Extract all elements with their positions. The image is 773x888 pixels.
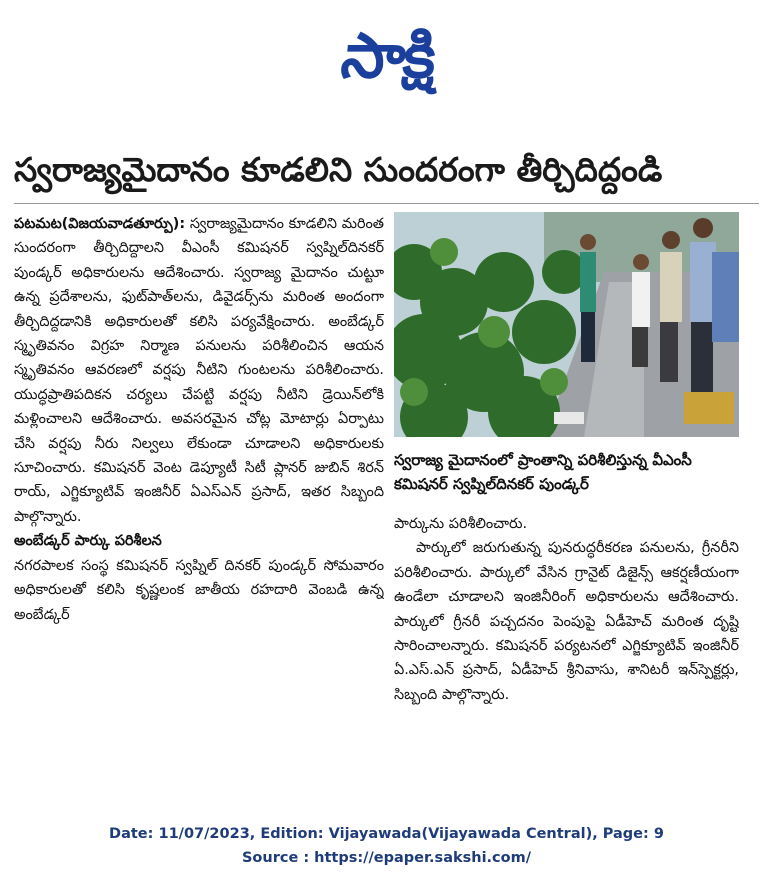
source-link[interactable]: Source : https://epaper.sakshi.com/ [241,850,532,866]
article-column-left [14,212,384,792]
article-headline: స్వరాజ్యమైదానం కూడలిని సుందరంగా తీర్చిదిద్దండి [14,150,663,189]
photo-illustration [394,212,739,437]
edition-info: Date: 11/07/2023, Edition: Vijayawada(Vijayawada Central), Page: 9 [109,826,664,842]
news-photo [394,212,739,437]
paragraph-3: పార్కులో జరుగుతున్న పునరుద్ధరీకరణ పనులను, గ్రీనరీని పరిశీలించారు. పార్కులో వేసిన గ్రానైట్ డిజైన్స్ ఆకర్షణీయంగా ఉండేలా చూడాలని ఇంజినీరింగ్ అధికారులను ఆదేశించారు. పార్కులో గ్రీనరీ పచ్చదనం పెంపుపై ఏడీహెచ్ మరింత దృష్టి సారించాలన్నారు. కమిషనర్ పర్యటనలో ఎగ్జిక్యూటివ్ ఇంజినీర్ ఏ.ఎస్.ఎన్ ప్రసాద్, ఏడీహెచ్ శ్రీనివాసు, శానిటరీ ఇన్‌స్పెక్టర్లు, సిబ్బంది పాల్గొన్నారు. [394,540,739,703]
dateline: పటమట(విజయవాడతూర్పు): [14,216,186,232]
photo-caption: స్వరాజ్య మైదానంలో ప్రాంతాన్ని పరిశీలిస్తున్న వీఎంసీ కమిషనర్ స్వప్నిల్‌దినకర్ పుండ్కర్ [394,451,692,493]
article-column-right [394,512,739,792]
paragraph-2: నగరపాలక సంస్థ కమిషనర్ స్వప్నిల్ దినకర్ పుండ్కర్ సోమవారం అధికారులతో కలిసి కృష్ణలంక జాతీయ రహదారి వెంబడి ఉన్న అంబేడ్కర్ [14,557,384,623]
logo-text: సాక్షి [338,19,439,92]
paragraph-1-text: స్వరాజ్యమైదానం కూడలిని మరింత సుందరంగా తీర్చిదిద్దాలని వీఎంసీ కమిషనర్ స్వప్నిల్‌దినకర్ పుండ్కర్ అధికారులను ఆదేశించారు. స్వరాజ్య మైదానం చుట్టూ ఉన్న ప్రదేశాలను, ఫుట్‌పాత్‌లను, డివైడర్స్‌ను మరింత అందంగా తీర్చిదిద్దడానికి అధికారులతో కలిసి పర్యవేక్షించారు. అంబేడ్కర్ స్మృతివనం విగ్రహ నిర్మాణ పనులను పరిశీలించిన ఆయన స్మృతివనం ఆవరణలో వర్షపు నీటిని గుంటలను పరిశీలించారు. యుద్ధప్రాతిపదికన చర్యలు చేపట్టి వర్షపు నీటిని డ్రెయిన్‌లోకి మళ్లించాలని ఆదేశించారు. అవసరమైన చోట్ల మోటార్లు ఏర్పాటు చేసి వర్షపు నీరు నిల్వలు లేకుండా చూడాలని అధికారులకు సూచించారు. కమిషనర్ వెంట డెప్యూటీ సిటీ ప్లానర్ జుబిన్ శిరన్ రాయ్, ఎగ్జిక్యూటివ్ ఇంజినీర్ ఏఎస్ఎన్ ప్రసాద్, ఇతర సిబ్బంది పాల్గొన్నారు. [14,216,384,525]
headline-divider [14,203,759,204]
sakshi-logo [280,18,495,108]
paragraph-2-continued: పార్కును పరిశీలించారు. [394,516,528,532]
paragraph-1 [14,212,384,529]
subheading: అంబేడ్కర్ పార్కు పరిశీలన [14,533,162,550]
